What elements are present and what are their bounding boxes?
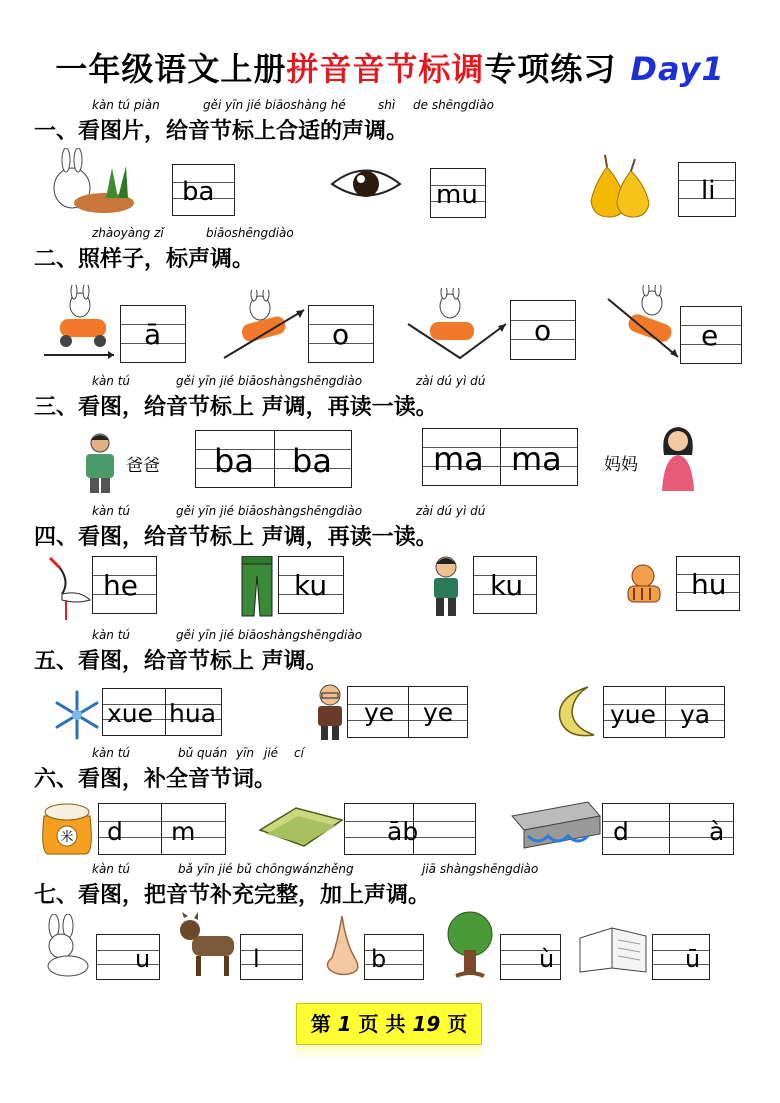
answer-box[interactable]: l	[240, 934, 303, 980]
pants-image	[240, 556, 274, 618]
answer-box[interactable]: he	[92, 556, 157, 614]
dam-image	[508, 796, 604, 856]
mother-image	[656, 425, 700, 493]
rabbit-scooter-flat-image	[40, 285, 120, 361]
pinyin-hint: gěi yīn jié biāoshàng hé	[203, 98, 346, 112]
pinyin-hint: jié	[264, 746, 279, 760]
answer-box[interactable]: li	[678, 162, 736, 217]
rabbit-scooter-down-image	[604, 285, 682, 361]
bread-image	[256, 800, 344, 852]
pinyin-hint: kàn tú	[92, 504, 131, 518]
answer-box[interactable]: ù	[500, 934, 561, 980]
pinyin-hint: jiā shàngshēngdiào	[422, 862, 539, 876]
section-heading: 六、看图，补全音节词。	[34, 766, 277, 792]
answer-box[interactable]: b	[364, 934, 424, 980]
answer-box[interactable]: āb	[344, 803, 476, 855]
tone-box[interactable]: e	[680, 306, 742, 364]
pears-image	[585, 153, 655, 219]
answer-box[interactable]: ku	[278, 556, 344, 614]
pinyin-hint: cí	[294, 746, 304, 760]
moon-image	[554, 685, 604, 739]
answer-box[interactable]: ye ye	[347, 686, 468, 738]
section-heading: 五、看图，给音节标上 声调。	[34, 648, 328, 674]
rabbit-scooter-down-up-image	[404, 288, 508, 364]
answer-box[interactable]: ku	[473, 556, 537, 614]
page-title: 一年级语文上册拼音音节标调专项练习 Day1	[55, 50, 725, 88]
pinyin-hint: kàn tú	[92, 374, 131, 388]
page-counter: 第 1 页 共 19 页	[296, 1003, 482, 1045]
answer-box[interactable]: u	[96, 934, 160, 980]
answer-box[interactable]: d m	[98, 803, 226, 855]
pinyin-hint: gěi yīn jié biāoshàngshēngdiào	[176, 374, 363, 388]
pinyin-hint: zài dú yì dú	[416, 374, 486, 388]
book-image	[576, 924, 650, 974]
crane-image	[36, 554, 92, 622]
section-heading: 一、看图片，给音节标上合适的声调。	[34, 118, 409, 144]
snowflake-image	[52, 690, 102, 740]
pinyin-hint: kàn tú	[92, 628, 131, 642]
pinyin-hint: gěi yīn jié biāoshàngshēngdiào	[176, 504, 363, 518]
rabbit-scooter-up-image	[214, 290, 306, 362]
answer-box[interactable]: d à	[602, 803, 734, 855]
answer-box[interactable]: hu	[676, 556, 740, 611]
rabbit-radish-image	[42, 148, 142, 218]
pinyin-hint: kàn tú	[92, 746, 131, 760]
answer-box[interactable]: ba ba	[195, 430, 352, 488]
rabbit-image	[34, 914, 96, 978]
tone-box[interactable]: o	[510, 300, 576, 360]
father-image	[80, 432, 120, 494]
word-label: 爸爸	[126, 456, 160, 476]
pinyin-hint: zhàoyàng zǐ	[92, 226, 164, 240]
pinyin-hint: gěi yīn jié biāoshàngshēngdiào	[176, 628, 363, 642]
section-heading: 二、照样子，标声调。	[34, 246, 255, 272]
section-heading: 七、看图，把音节补充完整，加上声调。	[34, 882, 431, 908]
answer-box[interactable]: xue hua	[102, 688, 222, 736]
answer-box[interactable]: ba	[172, 164, 235, 216]
page-counter-reflection	[296, 1046, 482, 1060]
section-heading: 四、看图，给音节标上 声调，再读一读。	[34, 524, 438, 550]
answer-box[interactable]: ma ma	[422, 428, 578, 486]
pinyin-hint: yīn	[236, 746, 255, 760]
pinyin-hint: bǎ yīn jié bǔ chōngwánzhěng	[178, 862, 354, 876]
pinyin-hint: kàn tú	[92, 862, 131, 876]
pinyin-hint: zài dú yì dú	[416, 504, 486, 518]
answer-box[interactable]: yue ya	[603, 686, 725, 738]
word-label: 妈妈	[604, 455, 638, 475]
pinyin-hint: biāoshēngdiào	[206, 226, 294, 240]
pinyin-hint: de shēngdiào	[413, 98, 494, 112]
pinyin-hint: kàn tú piàn	[92, 98, 160, 112]
pinyin-hint: bǔ quán	[178, 746, 228, 760]
answer-box[interactable]: mu	[430, 168, 486, 218]
rice-badge: 米	[60, 830, 74, 845]
section-heading: 三、看图，给音节标上 声调，再读一读。	[34, 394, 438, 420]
nose-image	[322, 914, 364, 980]
tiger-image	[620, 562, 666, 608]
answer-box[interactable]: ū	[652, 934, 710, 980]
tone-box[interactable]: ā	[120, 305, 186, 363]
eye-image	[330, 163, 402, 205]
pinyin-hint: shì	[378, 98, 396, 112]
donkey-image	[176, 912, 242, 980]
tone-box[interactable]: o	[308, 305, 374, 363]
tree-image	[442, 910, 498, 980]
grandpa-image	[312, 683, 348, 741]
crying-boy-image	[428, 554, 464, 620]
rice-bag-image	[36, 796, 98, 858]
